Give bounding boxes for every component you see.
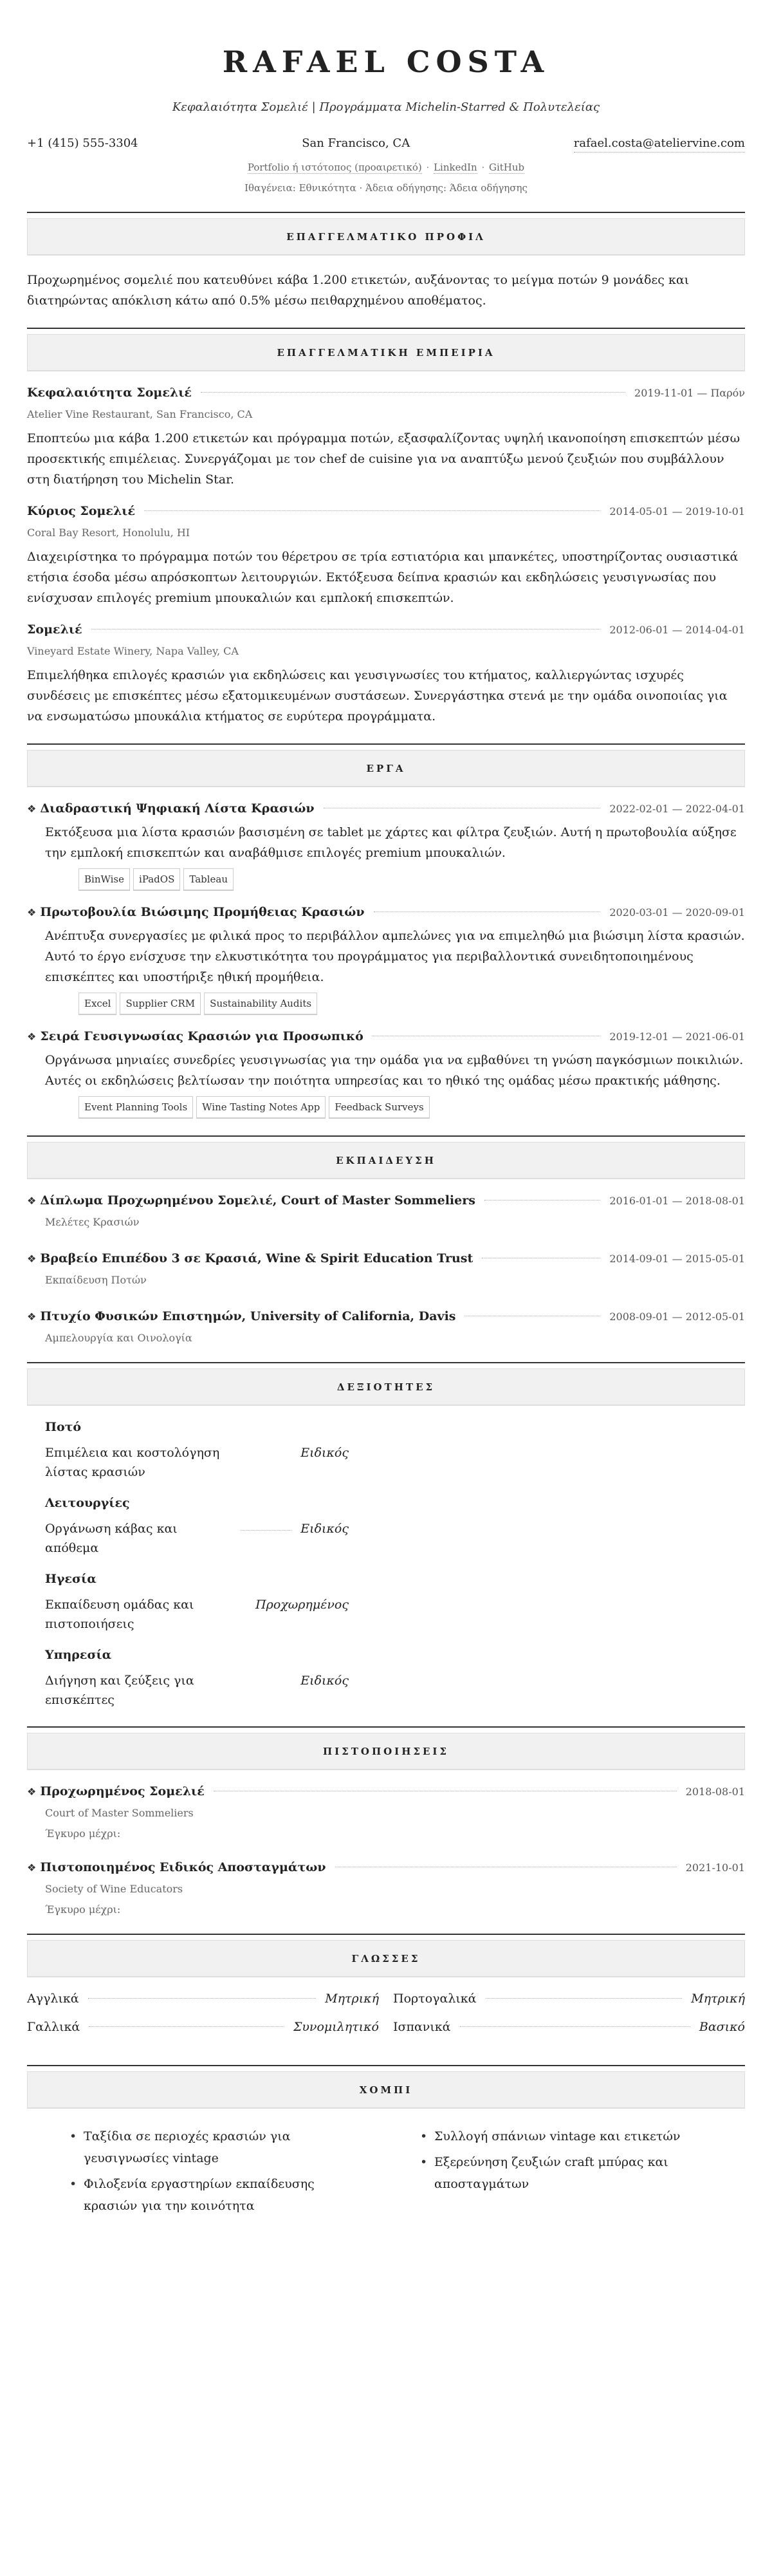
tool-chip: Tableau <box>183 868 234 891</box>
company: Atelier Vine Restaurant, San Francisco, CA <box>27 408 253 420</box>
field-of-study: Μελέτες Κρασιών <box>45 1216 140 1228</box>
skill-category: Ποτό <box>45 1420 82 1434</box>
hobby-item: • Φιλοξενία εργαστηρίων εκπαίδευσης κρασιών για την κοινότητα <box>69 2173 365 2217</box>
language-name: Πορτογαλικά <box>393 1992 477 2006</box>
certification-entry <box>27 1784 745 1841</box>
field-of-study: Εκπαίδευση Ποτών <box>45 1274 147 1286</box>
section-title: ΠΙΣΤΟΠΟΙΗΣΕΙΣ <box>27 1733 745 1770</box>
education-dates: 2016-01-01 — 2018-08-01 <box>609 1195 745 1207</box>
section-title: ΕΠΑΓΓΕΛΜΑΤΙΚΗ ΕΜΠΕΙΡΙΑ <box>27 334 745 371</box>
education-dates: 2014-09-01 — 2015-05-01 <box>609 1253 745 1265</box>
project-tools <box>27 1096 745 1119</box>
section-hobbies <box>27 2065 745 2221</box>
section-divider <box>27 1362 745 1363</box>
skill-row <box>45 1595 349 1634</box>
skill-category: Υπηρεσία <box>45 1648 112 1662</box>
location: San Francisco, CA <box>302 136 410 150</box>
language-row <box>27 2020 379 2034</box>
skill-level: Προχωρημένος <box>255 1598 349 1612</box>
skill-name: Διήγηση και ζεύξεις για επισκέπτες <box>45 1674 194 1707</box>
education-entry <box>27 1251 745 1287</box>
hobbies-list-left <box>69 2125 394 2221</box>
language-level: Βασικό <box>699 2020 745 2034</box>
language-name: Ισπανικά <box>393 2020 451 2034</box>
section-divider <box>27 743 745 745</box>
dotted-leader <box>374 911 601 912</box>
language-level: Μητρική <box>691 1992 745 2006</box>
separator: · <box>481 162 485 173</box>
skill-name: Οργάνωση κάβας και απόθεμα <box>45 1522 178 1555</box>
tool-chip: Wine Tasting Notes App <box>196 1096 326 1119</box>
experience-entry <box>27 386 745 490</box>
project-entry <box>27 905 745 1015</box>
education-entry <box>27 1193 745 1229</box>
language-row <box>393 2020 745 2034</box>
certification-date: 2021-10-01 <box>685 1862 745 1874</box>
language-row <box>27 1992 379 2006</box>
dotted-leader <box>221 1595 246 1607</box>
dotted-leader <box>241 1519 291 1531</box>
section-certifications <box>27 1726 745 1917</box>
skill-level: Ειδικός <box>300 1674 349 1688</box>
project-description: Εκτόξευσα μια λίστα κρασιών βασισμένη σε tablet με χάρτες και φίλτρα ζευξιών. Αυτή η πρωτοβουλία αύξησε την εμπλοκή επισκεπτών και αναβάθμισε επιλογές premium μπουκαλιών. <box>45 825 737 860</box>
certification-date: 2018-08-01 <box>685 1786 745 1798</box>
field-of-study: Αμπελουργία και Οινολογία <box>45 1332 192 1344</box>
dotted-leader <box>88 1998 317 1999</box>
project-tools <box>27 868 745 891</box>
separator: · <box>426 162 430 173</box>
profile-summary: Προχωρημένος σομελιέ που κατευθύνει κάβα 1.200 ετικετών, αυξάνοντας το μείγμα ποτών 9 μονάδες και διατηρώντας απόκλιση κάτω από 0.5% μέσω πειθαρχημένου αποθέματος. <box>27 273 690 308</box>
skill-category: Λειτουργίες <box>45 1496 130 1510</box>
job-title: Κεφαλαιότητα Σομελιέ <box>27 386 192 400</box>
certification-issuer: Court of Master Sommeliers <box>45 1807 194 1819</box>
project-tools <box>27 993 745 1015</box>
section-title: ΔΕΞΙΟΤΗΤΕΣ <box>27 1368 745 1406</box>
education-entry <box>27 1309 745 1345</box>
diamond-bullet-icon: ❖ <box>27 1195 37 1207</box>
hobbies-list-right <box>420 2125 745 2221</box>
section-skills <box>27 1362 745 1710</box>
section-projects <box>27 743 745 1119</box>
job-dates: 2014-05-01 — 2019-10-01 <box>609 505 745 518</box>
project-title: Διαδραστική Ψηφιακή Λίστα Κρασιών <box>40 801 315 816</box>
section-languages <box>27 1934 745 2034</box>
dotted-leader <box>89 2026 284 2027</box>
job-description: Διαχειρίστηκα το πρόγραμμα ποτών του θέρετρου σε τρία εστιατόρια και μπανκέτες, υποστηρίζοντας ουσιαστικά ετήσια έσοδα μέσω απρόσκοπτων λειτουργιών. Εκτόξευσα δείπνα κρασιών και εκδηλώσεις γευσιγνωσίας που ενίσχυσαν επιλογές premium μπουκαλιών και εμπλοκή επισκεπτών. <box>27 550 739 605</box>
certification-validity: Έγκυρο μέχρι: <box>45 1903 121 1916</box>
skills-list <box>27 1420 349 1710</box>
skill-name: Επιμέλεια και κοστολόγηση λίστας κρασιών <box>45 1446 220 1479</box>
skill-level: Ειδικός <box>300 1446 349 1460</box>
section-divider <box>27 1934 745 1935</box>
section-title: ΕΡΓΑ <box>27 750 745 787</box>
company: Coral Bay Resort, Honolulu, HI <box>27 527 190 539</box>
diamond-bullet-icon: ❖ <box>27 803 37 815</box>
tool-chip: Event Planning Tools <box>78 1096 193 1119</box>
project-dates: 2019-12-01 — 2021-06-01 <box>609 1031 745 1043</box>
language-name: Γαλλικά <box>27 2020 80 2034</box>
job-title: Κύριος Σομελιέ <box>27 504 136 518</box>
degree-title: Βραβείο Επιπέδου 3 σε Κρασιά, Wine & Spirit Education Trust <box>40 1251 473 1265</box>
certification-title: Προχωρημένος Σομελιέ <box>40 1784 205 1798</box>
dotted-leader <box>241 1443 291 1455</box>
diamond-bullet-icon: ❖ <box>27 1786 37 1798</box>
section-divider <box>27 2065 745 2066</box>
skill-row <box>45 1519 349 1558</box>
language-name: Αγγλικά <box>27 1992 79 2006</box>
diamond-bullet-icon: ❖ <box>27 1862 37 1874</box>
tool-chip: Feedback Surveys <box>329 1096 429 1119</box>
project-dates: 2022-02-01 — 2022-04-01 <box>609 803 745 815</box>
tool-chip: Excel <box>78 993 116 1015</box>
section-title: ΕΚΠΑΙΔΕΥΣΗ <box>27 1142 745 1179</box>
project-title: Πρωτοβουλία Βιώσιμης Προμήθειας Κρασιών <box>40 905 365 919</box>
language-level: Μητρική <box>325 1992 379 2006</box>
phone-number: +1 (415) 555-3304 <box>27 136 138 150</box>
section-divider <box>27 328 745 329</box>
project-description: Ανέπτυξα συνεργασίες με φιλικά προς το περιβάλλον αμπελώνες για να επιμεληθώ μια βιώσιμη λίστα κρασιών. Αυτό το έργο ενίσχυσε την ελκυστικότητα του προγράμματος για περιβαλλοντικά συνειδητοποιημένους επισκέπτες και υποστήριξε ηθική προμήθεια. <box>45 929 745 984</box>
dotted-leader <box>201 392 625 393</box>
email-link[interactable]: rafael.costa@ateliervine.com <box>574 135 745 153</box>
project-title: Σειρά Γευσιγνωσίας Κρασιών για Προσωπικό <box>40 1029 363 1043</box>
company: Vineyard Estate Winery, Napa Valley, CA <box>27 645 239 657</box>
job-description: Εποπτεύω μια κάβα 1.200 ετικετών και πρόγραμμα ποτών, εξασφαλίζοντας υψηλή ικανοποίηση επισκεπτών μέσω προσεκτικής επιμέλειας. Συνεργάζομαι με τον chef de cuisine για να αναπτύξω μενού ζευξιών που συμβάλλουν στη διατήρηση του Michelin Star. <box>27 431 740 487</box>
hobby-item: • Εξερεύνηση ζευξιών craft μπύρας και αποσταγμάτων <box>420 2151 716 2195</box>
skill-row <box>45 1443 349 1482</box>
project-entry <box>27 1029 745 1119</box>
dotted-leader <box>460 2026 690 2027</box>
skill-level: Ειδικός <box>300 1522 349 1536</box>
section-education <box>27 1135 745 1345</box>
section-title: ΕΠΑΓΓΕΛΜΑΤΙΚΟ ΠΡΟΦΙΛ <box>27 218 745 256</box>
diamond-bullet-icon: ❖ <box>27 1031 37 1043</box>
language-row <box>393 1992 745 2006</box>
linkedin-link[interactable]: LinkedIn <box>434 162 477 173</box>
dotted-leader <box>221 1671 291 1683</box>
candidate-tagline: Κεφαλαιότητα Σομελιέ | Προγράμματα Michelin-Starred & Πολυτελείας <box>172 100 600 114</box>
education-dates: 2008-09-01 — 2012-05-01 <box>609 1311 745 1323</box>
skill-category: Ηγεσία <box>45 1572 96 1586</box>
section-divider <box>27 1726 745 1728</box>
tool-chip: BinWise <box>78 868 130 891</box>
section-title: ΧΟΜΠΙ <box>27 2071 745 2109</box>
dotted-leader <box>144 510 600 511</box>
section-divider <box>27 212 745 213</box>
tool-chip: Supplier CRM <box>120 993 201 1015</box>
github-link[interactable]: GitHub <box>489 162 525 173</box>
section-experience <box>27 328 745 727</box>
personal-meta: Ιθαγένεια: Εθνικότητα · Άδεια οδήγησης: Άδεια οδήγησης <box>244 182 528 194</box>
certification-issuer: Society of Wine Educators <box>45 1883 183 1895</box>
section-title: ΓΛΩΣΣΕΣ <box>27 1940 745 1977</box>
diamond-bullet-icon: ❖ <box>27 1253 37 1265</box>
project-entry <box>27 801 745 891</box>
profile-links <box>27 160 745 174</box>
experience-entry <box>27 622 745 727</box>
tool-chip: iPadOS <box>133 868 180 891</box>
skill-row <box>45 1671 349 1710</box>
project-dates: 2020-03-01 — 2020-09-01 <box>609 906 745 919</box>
tool-chip: Sustainability Audits <box>204 993 317 1015</box>
skill-name: Εκπαίδευση ομάδας και πιστοποιήσεις <box>45 1598 194 1631</box>
diamond-bullet-icon: ❖ <box>27 1311 37 1323</box>
job-dates: 2019-11-01 — Παρόν <box>634 387 745 399</box>
experience-entry <box>27 504 745 608</box>
degree-title: Πτυχίο Φυσικών Επιστημών, University of California, Davis <box>40 1309 456 1323</box>
section-profile <box>27 212 745 311</box>
language-level: Συνομιλητικό <box>293 2020 379 2034</box>
job-dates: 2012-06-01 — 2014-04-01 <box>609 624 745 636</box>
certification-entry <box>27 1860 745 1917</box>
hobbies-grid <box>27 2125 745 2221</box>
dotted-leader <box>486 1998 683 1999</box>
resume-header <box>27 0 745 195</box>
contact-row <box>27 135 745 153</box>
certification-title: Πιστοποιημένος Ειδικός Αποσταγμάτων <box>40 1860 326 1874</box>
degree-title: Δίπλωμα Προχωρημένου Σομελιέ, Court of Master Sommeliers <box>40 1193 475 1208</box>
diamond-bullet-icon: ❖ <box>27 906 37 919</box>
project-description: Οργάνωσα μηνιαίες συνεδρίες γευσιγνωσίας για την ομάδα για να εμβαθύνει τη γνώση παγκόσμιων ποικιλιών. Αυτές οι εκδηλώσεις βελτίωσαν την ποιότητα υπηρεσίας και το ηθικό της ομάδας μέσω πρακτικής μάθησης. <box>45 1053 744 1088</box>
section-divider <box>27 1135 745 1137</box>
job-title: Σομελιέ <box>27 622 82 637</box>
job-description: Επιμελήθηκα επιλογές κρασιών για εκδηλώσεις και γευσιγνωσίες του κτήματος, καλλιεργώντας ισχυρές συνδέσεις με επισκέπτες μέσω εξατομικευμένων συστάσεων. Συνεργάστηκα στενά με την ομάδα οινοποιίας για να ενσωματώσω μπουκάλια κτήματος σε ευρύτερα προγράμματα. <box>27 668 728 723</box>
candidate-name: RAFAEL COSTA <box>222 44 550 79</box>
hobby-item: • Συλλογή σπάνιων vintage και ετικετών <box>420 2125 716 2147</box>
certification-validity: Έγκυρο μέχρι: <box>45 1827 121 1840</box>
languages-grid <box>27 1992 745 2034</box>
dotted-leader <box>91 629 601 630</box>
hobby-item: • Ταξίδια σε περιοχές κρασιών για γευσιγνωσίες vintage <box>69 2125 365 2169</box>
portfolio-link[interactable]: Portfolio ή ιστότοπος (προαιρετικό) <box>247 162 422 173</box>
